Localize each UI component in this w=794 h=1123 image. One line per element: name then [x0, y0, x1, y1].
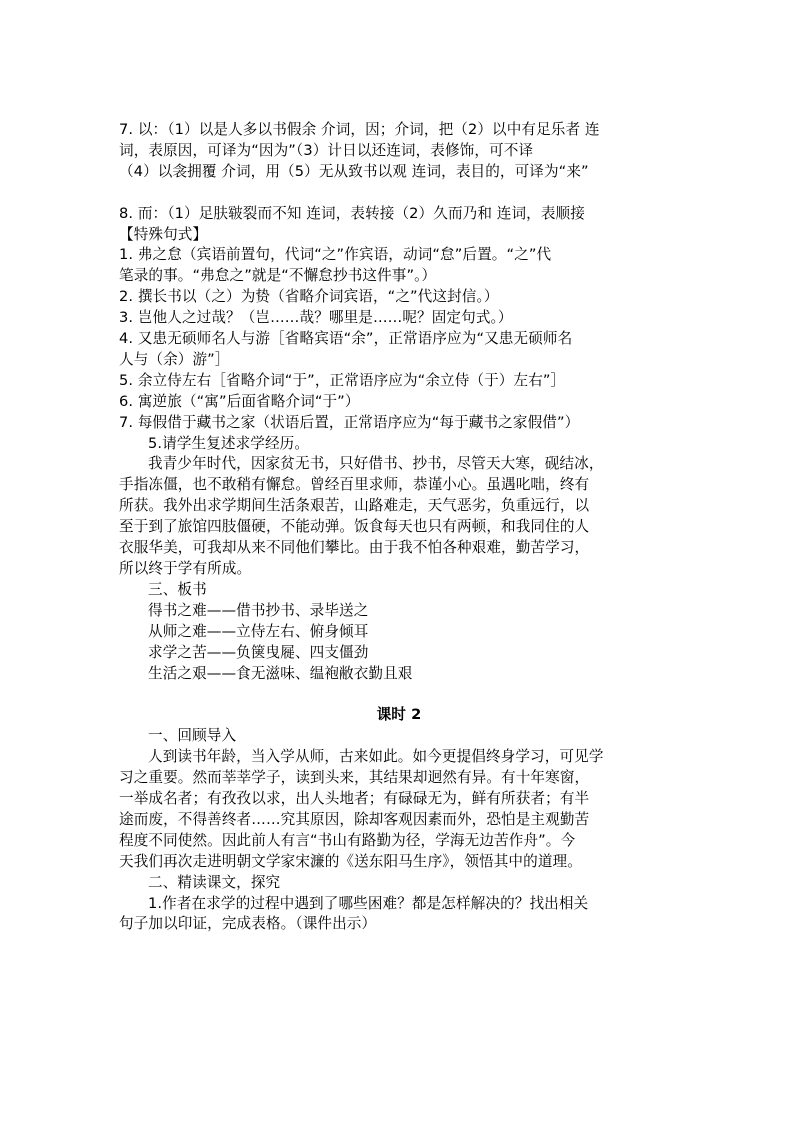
special-sentences-heading: 【特殊句式】 [119, 225, 208, 243]
special-line: 6. 寓逆旅（“寓”后面省略介词“于”） [119, 392, 360, 410]
review-heading: 一、回顾导入 [148, 727, 237, 745]
item7-line3: （4）以衾拥覆 介词，用（5）无从致书以观 连词，表目的，可译为“来” [119, 162, 589, 180]
blank-line [119, 684, 679, 705]
special-line: 人与（余）游”］ [119, 350, 230, 368]
special-line: 7. 每假借于藏书之家（状语后置，正常语序应为“每于藏书之家假借”） [119, 413, 580, 431]
board-line: 生活之艰——食无滋味、缊袍敝衣勤且艰 [148, 664, 413, 682]
special-line: 5. 余立侍左右［省略介词“于”，正常语序应为“余立侍（于）左右”］ [119, 371, 566, 389]
read-heading: 二、精读课文，探究 [148, 873, 281, 891]
retell-paragraph-line: 衣服华美，可我却从来不同他们攀比。由于我不怕各种艰难，勤苦学习， [119, 539, 590, 557]
review-paragraph-line: 习之重要。然而莘莘学子，读到头来，其结果却迥然有异。有十年寒窗， [119, 769, 590, 787]
board-line: 得书之难——借书抄书、录毕送之 [148, 601, 369, 619]
question-line: 句子加以印证，完成表格。（课件出示） [119, 915, 377, 933]
item7-line1: 7. 以：（1）以是人多以书假余 介词，因；介词，把（2）以中有足乐者 连 [119, 121, 600, 138]
board-line: 从师之难——立侍左右、俯身倾耳 [148, 622, 369, 640]
board-heading: 三、板书 [148, 580, 207, 598]
retell-paragraph-line: 手指冻僵，也不敢稍有懈怠。曾经百里求师，恭谨小心。虽遇叱咄，终有 [119, 476, 590, 494]
special-line: 3. 岂他人之过哉？（岂……哉？哪里是……呢？固定句式。） [119, 309, 513, 327]
retell-instruction: 5.请学生复述求学经历。 [148, 434, 310, 452]
special-line: 1. 弗之怠（宾语前置句，代词“之”作宾语，动词“怠”后置。“之”代 [119, 246, 552, 264]
item8-line: 8. 而：（1）足肤皲裂而不知 连词，表转接（2）久而乃和 连词，表顺接 [119, 204, 585, 222]
lesson2-title: 课时 2 [376, 706, 422, 724]
special-line: 2. 撰长书以（之）为贽（省略介词宾语，“之”代这封信。） [119, 288, 499, 306]
review-paragraph-line: 程度不同使然。因此前人有言“书山有路勤为径，学海无边苦作舟”。今 [119, 831, 576, 849]
review-paragraph-line: 天我们再次走进明朝文学家宋濂的《送东阳马生序》，领悟其中的道理。 [119, 852, 582, 870]
retell-paragraph-line: 所以终于学有所成。 [119, 560, 252, 578]
review-paragraph-line: 一举成名者；有孜孜以求，出人头地者；有碌碌无为，鲜有所获者；有半 [119, 789, 590, 807]
special-line: 4. 又患无硕师名人与游［省略宾语“余”，正常语序应为“又患无硕师名 [119, 330, 573, 348]
board-line: 求学之苦——负箧曳屣、四支僵劲 [148, 643, 369, 661]
retell-paragraph-line: 我青少年时代，因家贫无书，只好借书、抄书，尽管天大寒，砚结冰， [148, 455, 604, 473]
item7-line2: 词，表原因，可译为“因为”（3）计日以还连词，表修饰，可不译 [119, 141, 534, 159]
document-page [119, 120, 679, 935]
special-line: 笔录的事。“弗怠之”就是“不懈怠抄书这件事”。） [119, 267, 437, 285]
blank-line [119, 183, 679, 204]
retell-paragraph-line: 至于到了旅馆四肢僵硬，不能动弹。饭食每天也只有两顿，和我同住的人 [119, 518, 590, 536]
review-paragraph-line: 途而废，不得善终者……究其原因，除却客观因素而外，恐怕是主观勤苦 [119, 810, 590, 828]
review-paragraph-line: 人到读书年龄，当入学从师，古来如此。如今更提倡终身学习，可见学 [148, 748, 604, 766]
retell-paragraph-line: 所获。我外出求学期间生活条艰苦，山路难走，天气恶劣，负重远行，以 [119, 497, 590, 515]
question-line: 1.作者在求学的过程中遇到了哪些困难？都是怎样解决的？找出相关 [148, 894, 589, 912]
